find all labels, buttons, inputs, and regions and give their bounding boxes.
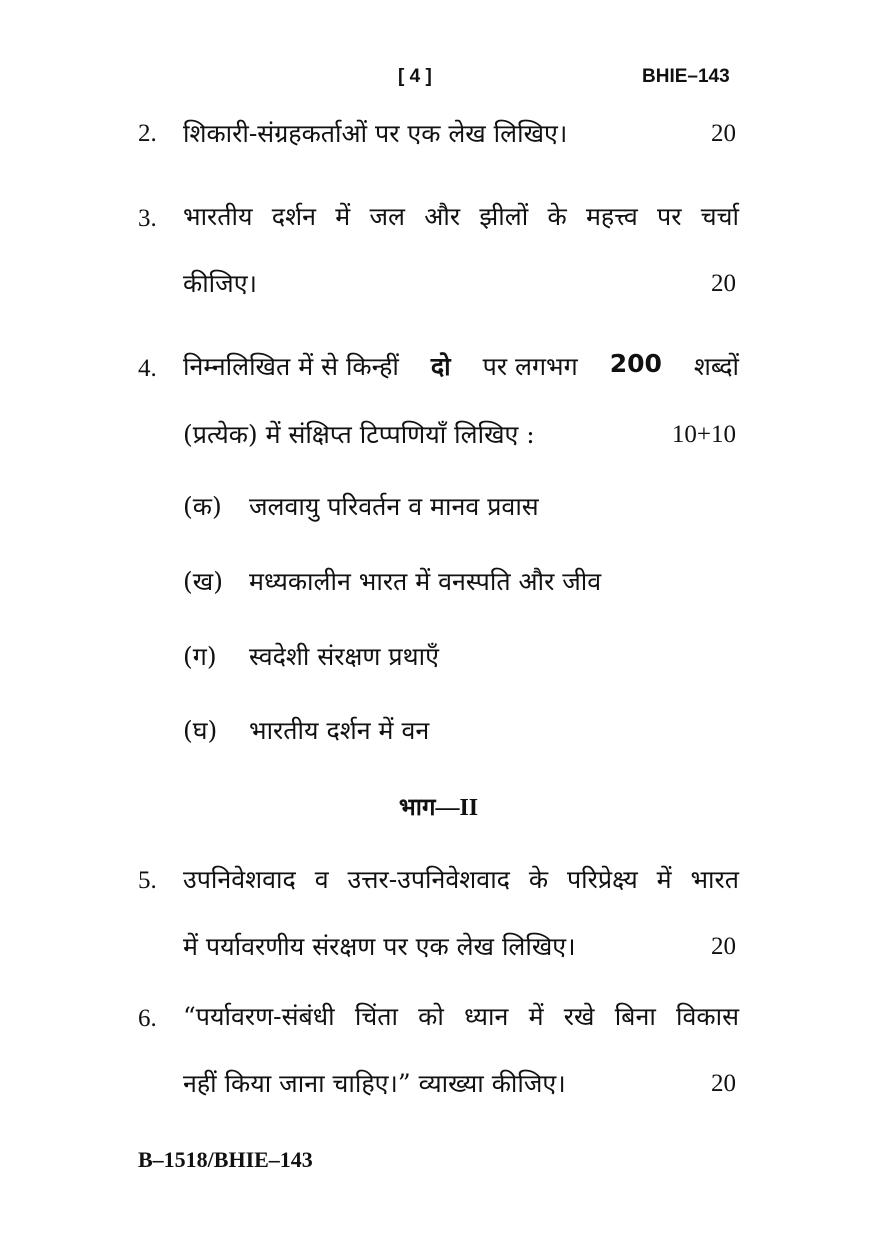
question-text: उपनिवेशवाद व उत्तर-उपनिवेशवाद के परिप्रेक्ष्य में भारत bbox=[183, 865, 739, 894]
question-text-cont: (प्रत्येक) में संक्षिप्त टिप्पणियाँ लिखिए : bbox=[183, 420, 535, 449]
subpart-label: (क) bbox=[183, 492, 222, 521]
question-text-part: शब्दों bbox=[693, 352, 739, 381]
question-number: 4. bbox=[138, 355, 157, 382]
question-marks: 20 bbox=[711, 933, 736, 960]
question-text-part: निम्नलिखित में से किन्हीं bbox=[183, 352, 399, 381]
question-number: 2. bbox=[138, 120, 157, 147]
question-number: 3. bbox=[138, 205, 157, 232]
subpart-label: (ख) bbox=[183, 567, 223, 596]
question-text-cont: कीजिए। bbox=[183, 269, 258, 298]
question-text-part: पर लगभग bbox=[482, 352, 578, 381]
question-text: “पर्यावरण-संबंधी चिंता को ध्यान में रखे बिना विकास bbox=[183, 1002, 739, 1031]
subpart-text: भारतीय दर्शन में वन bbox=[249, 716, 430, 745]
question-number: 6. bbox=[138, 1005, 157, 1032]
page-number: [ 4 ] bbox=[398, 66, 432, 87]
question-number: 5. bbox=[138, 867, 157, 894]
question-marks: 20 bbox=[711, 1070, 736, 1097]
question-text-cont: में पर्यावरणीय संरक्षण पर एक लेख लिखिए। bbox=[183, 932, 576, 961]
question-text: शिकारी-संग्रहकर्ताओं पर एक लेख लिखिए। bbox=[183, 119, 568, 148]
paper-code: BHIE–143 bbox=[642, 66, 730, 87]
subpart-item bbox=[183, 489, 539, 523]
subpart-text: स्वदेशी संरक्षण प्रथाएँ bbox=[249, 642, 439, 671]
question-text-cont: नहीं किया जाना चाहिए।” व्याख्या कीजिए। bbox=[183, 1069, 566, 1098]
subpart-item bbox=[183, 564, 601, 598]
subpart-label: (घ) bbox=[183, 716, 218, 745]
subpart-text: मध्यकालीन भारत में वनस्पति और जीव bbox=[249, 567, 602, 596]
question-text bbox=[183, 349, 739, 383]
subpart-text: जलवायु परिवर्तन व मानव प्रवास bbox=[249, 492, 539, 521]
section-heading: भाग—II bbox=[398, 795, 479, 821]
emphasis-word: दो bbox=[430, 352, 451, 381]
subpart-item bbox=[183, 713, 429, 747]
question-marks: 10+10 bbox=[671, 421, 736, 448]
question-marks: 20 bbox=[711, 270, 736, 297]
footer-code: B–1518/BHIE–143 bbox=[138, 1147, 313, 1172]
word-count: 200 bbox=[609, 349, 662, 378]
subpart-item bbox=[183, 639, 439, 673]
question-text: भारतीय दर्शन में जल और झीलों के महत्त्व पर चर्चा bbox=[183, 202, 739, 231]
question-marks: 20 bbox=[711, 120, 736, 147]
subpart-label: (ग) bbox=[183, 642, 217, 671]
